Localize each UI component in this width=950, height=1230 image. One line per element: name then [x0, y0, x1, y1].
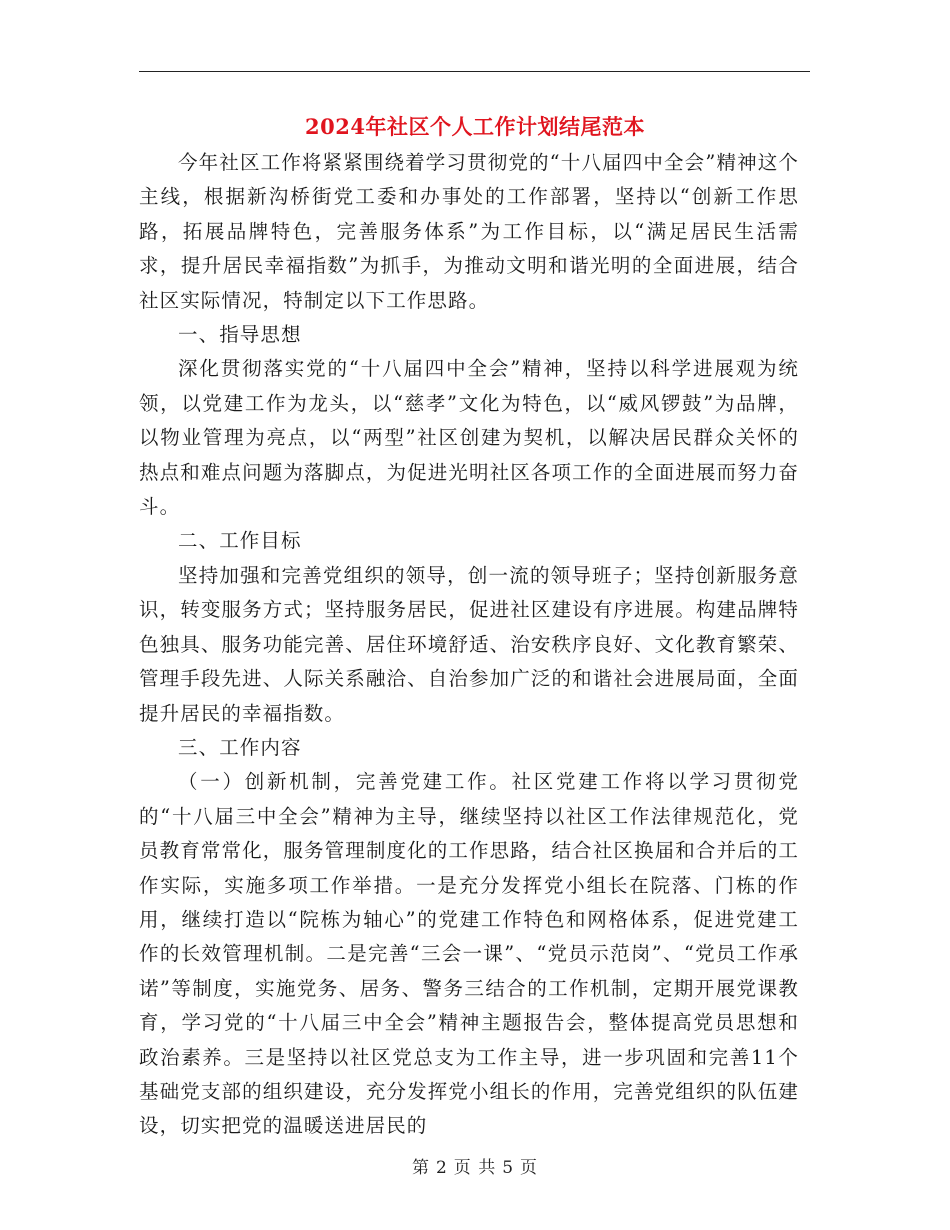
- header-rule: [139, 71, 810, 72]
- footer-total-pages: 5: [502, 1158, 515, 1178]
- section-heading-guiding-thought: 一、指导思想: [178, 323, 302, 347]
- footer-current-page: 2: [435, 1158, 448, 1178]
- paragraph-guiding-thought: 深化贯彻落实党的“十八届四中全会”精神，坚持以科学进展观为统领，以党建工作为龙头，以“慈孝”文化为特色，以“威风锣鼓”为品牌，以物业管理为亮点，以“两型”社区创建为契机，以解决居民群众关怀的热点和难点问题为落脚点，为促进光明社区各项工作的全面进展而努力奋斗。: [139, 357, 799, 519]
- paragraph-intro: 今年社区工作将紧紧围绕着学习贯彻党的“十八届四中全会”精神这个主线，根据新沟桥街党工委和办事处的工作部署，坚持以“创新工作思路，拓展品牌特色，完善服务体系”为工作目标，以“满足居民生活需求，提升居民幸福指数”为抓手，为推动文明和谐光明的全面进展，结合社区实际情况，特制定以下工作思路。: [139, 151, 799, 312]
- document-title: 2024年社区个人工作计划结尾范本: [305, 114, 645, 139]
- paragraph-work-content: （一）创新机制，完善党建工作。社区党建工作将以学习贯彻党的“十八届三中全会”精神为主导，继续坚持以社区工作法律规范化，党员教育常常化，服务管理制度化的工作思路，结合社区换届和合并后的工作实际，实施多项工作举措。一是充分发挥党小组长在院落、门栋的作用，继续打造以“院栋为轴心”的党建工作特色和网格体系，促进党建工作的长效管理机制。二是完善“三会一课”、“党员示范岗”、“党员工作承诺”等制度，实施党务、居务、警务三结合的工作机制，定期开展党课教育，学习党的“十八届三中全会”精神主题报告会，整体提高党员思想和政治素养。三是坚持以社区党总支为工作主导，进一步巩固和完善11个基础党支部的组织建设，充分发挥党小组长的作用，完善党组织的队伍建设，切实把党的温暖送进居民的: [139, 770, 799, 1138]
- page-footer: [0, 1153, 950, 1178]
- footer-middle: 页 共: [453, 1158, 497, 1178]
- footer-suffix: 页: [520, 1158, 539, 1178]
- document-body: [139, 146, 799, 1144]
- section-heading-work-content: 三、工作内容: [178, 735, 302, 759]
- footer-prefix: 第: [411, 1158, 430, 1178]
- section-heading-work-goals: 二、工作目标: [178, 529, 302, 553]
- paragraph-work-goals: 坚持加强和完善党组织的领导，创一流的领导班子；坚持创新服务意识，转变服务方式；坚持服务居民，促进社区建设有序进展。构建品牌特色独具、服务功能完善、居住环境舒适、治安秩序良好、文化教育繁荣、管理手段先进、人际关系融洽、自治参加广泛的和谐社会进展局面，全面提升居民的幸福指数。: [139, 563, 799, 725]
